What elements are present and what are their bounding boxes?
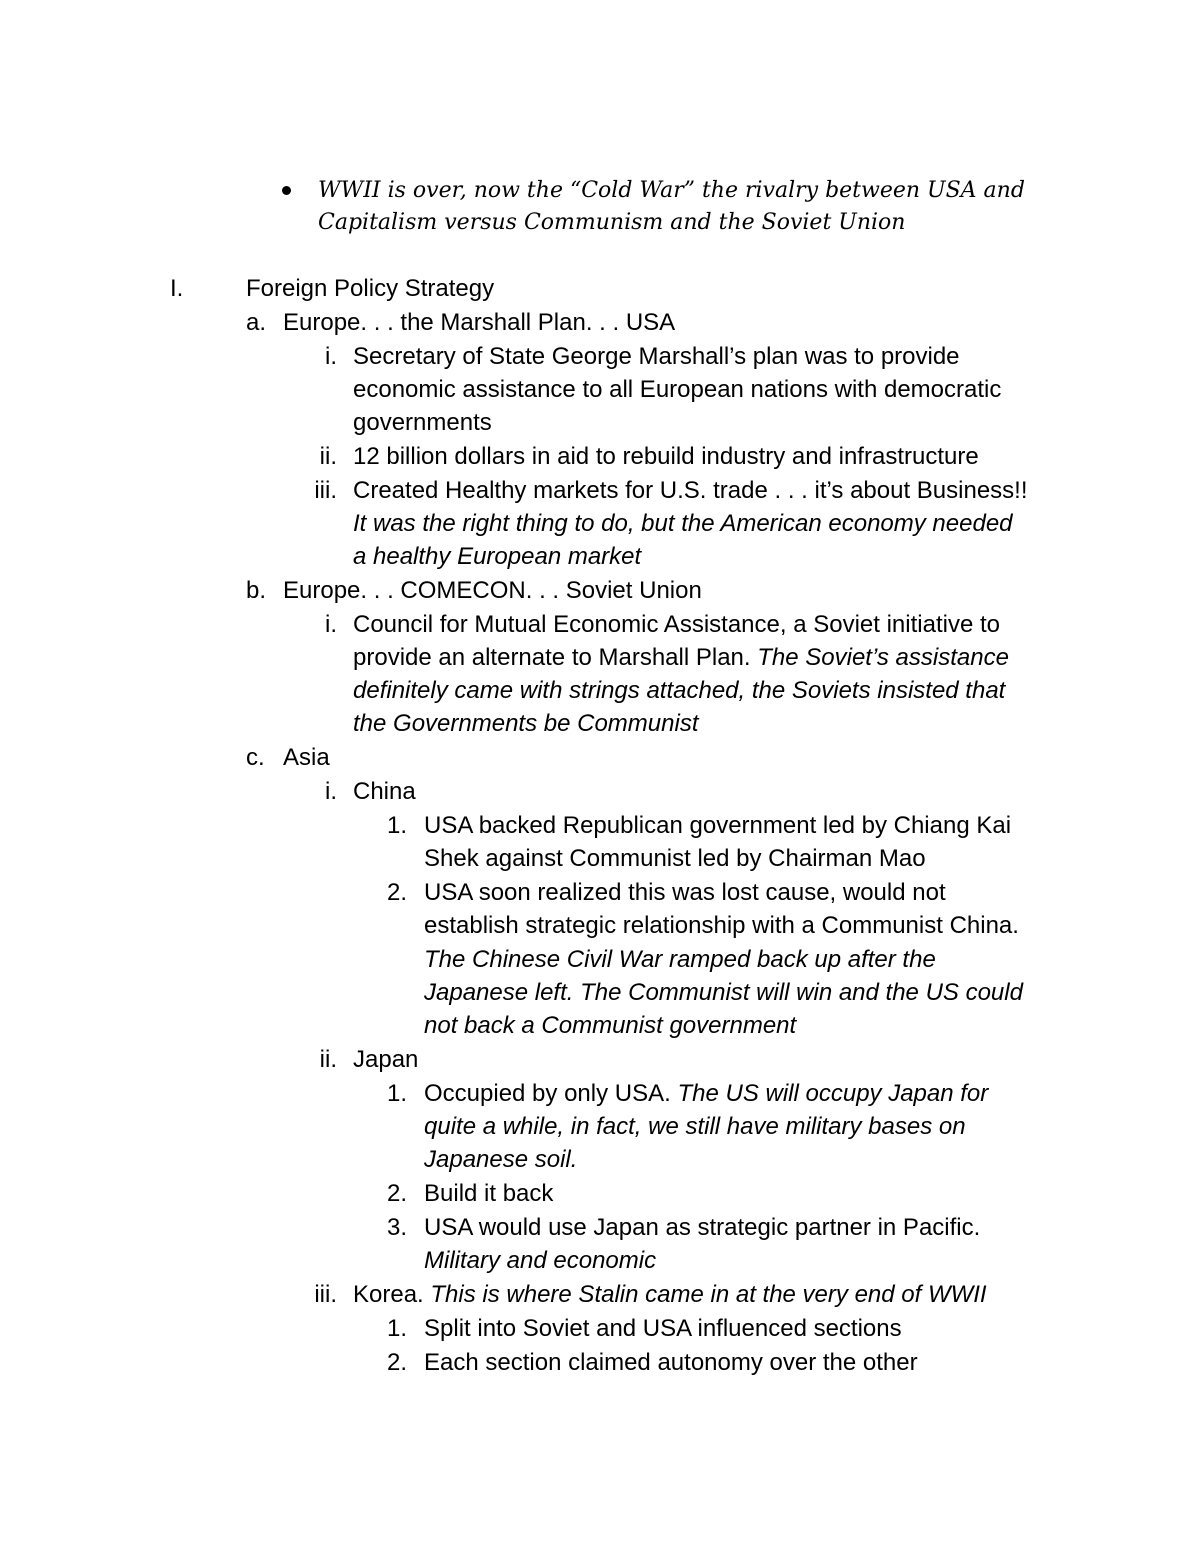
china-item-2-line-2: establish strategic relationship with a Communist China. (424, 912, 1019, 939)
korea-title: Korea. (353, 1281, 424, 1308)
japan-item-3-text: USA would use Japan as strategic partner in Pacific. (424, 1214, 981, 1241)
japan-item-1-italic-2: Japanese soil. (424, 1146, 578, 1173)
japan-item-1-normal: Occupied by only USA. (424, 1080, 671, 1107)
item-b-i-marker: i. (325, 611, 337, 638)
korea-item-2-marker: 2. (387, 1349, 408, 1376)
item-c-marker: c. (246, 744, 265, 771)
item-b-marker: b. (246, 577, 267, 604)
item-a-title: Europe. . . the Marshall Plan. . . USA (283, 309, 676, 336)
item-a-iii-italic-2: a healthy European market (353, 543, 642, 570)
item-a-marker: a. (246, 309, 267, 336)
item-c-title: Asia (283, 744, 330, 771)
japan-title: Japan (353, 1046, 419, 1073)
item-a-iii-text: Created Healthy markets for U.S. trade . . . it’s about Business!! (353, 477, 1028, 504)
item-b-i-line-2 (353, 641, 1009, 675)
korea-item-1-marker: 1. (387, 1315, 408, 1342)
item-a-i-line-2: economic assistance to all European nations with democratic (353, 376, 1002, 403)
china-item-2-line-1: USA soon realized this was lost cause, would not (424, 879, 946, 906)
intro-line-2: Capitalism versus Communism and the Soviet Union (318, 210, 906, 235)
item-b-i-line-1: Council for Mutual Economic Assistance, a Soviet initiative to (353, 611, 1000, 638)
china-item-1-marker: 1. (387, 812, 408, 839)
item-b-i-line-2-normal: provide an alternate to Marshall Plan. (353, 644, 751, 671)
intro-line-1: WWII is over, now the “Cold War” the rivalry between USA and (318, 178, 1025, 203)
china-item-2-italic-2: Japanese left. The Communist will win and the US could (424, 979, 1023, 1006)
item-b-i-line-2-italic: The Soviet’s assistance (757, 644, 1009, 671)
china-title: China (353, 778, 416, 805)
china-item-1-line-2: Shek against Communist led by Chairman Mao (424, 845, 926, 872)
china-marker: i. (325, 778, 337, 805)
item-b-i-italic-2: the Governments be Communist (353, 710, 699, 737)
section-title: Foreign Policy Strategy (246, 275, 495, 302)
item-a-i-marker: i. (325, 343, 337, 370)
japan-marker: ii. (319, 1046, 337, 1073)
item-a-ii-text: 12 billion dollars in aid to rebuild industry and infrastructure (353, 443, 979, 470)
korea-item-2-text: Each section claimed autonomy over the other (424, 1349, 918, 1376)
section-marker: I. (170, 275, 184, 302)
japan-item-2-text: Build it back (424, 1180, 554, 1207)
japan-item-1-italic-1: quite a while, in fact, we still have military bases on (424, 1113, 966, 1140)
item-a-iii-marker: iii. (314, 477, 337, 504)
item-a-iii-italic-1: It was the right thing to do, but the American economy needed (353, 510, 1013, 537)
japan-item-1-marker: 1. (387, 1080, 408, 1107)
item-a-ii-marker: ii. (319, 443, 337, 470)
japan-item-3-marker: 3. (387, 1214, 408, 1241)
korea-item-1-text: Split into Soviet and USA influenced sections (424, 1315, 902, 1342)
item-b-title: Europe. . . COMECON. . . Soviet Union (283, 577, 702, 604)
china-item-1-line-1: USA backed Republican government led by Chiang Kai (424, 812, 1012, 839)
japan-item-1-line-1 (424, 1077, 988, 1111)
japan-item-2-marker: 2. (387, 1180, 408, 1207)
korea-italic: This is where Stalin came in at the very end of WWII (430, 1281, 987, 1308)
korea-marker: iii. (314, 1281, 337, 1308)
item-a-i-line-3: governments (353, 409, 492, 436)
korea-title-line (353, 1278, 987, 1312)
item-a-i-line-1: Secretary of State George Marshall’s plan was to provide (353, 343, 960, 370)
japan-item-1-italic: The US will occupy Japan for (677, 1080, 989, 1107)
item-b-i-italic-1: definitely came with strings attached, the Soviets insisted that (353, 677, 1006, 704)
china-item-2-italic-3: not back a Communist government (424, 1012, 797, 1039)
japan-item-3-italic: Military and economic (424, 1247, 657, 1274)
china-item-2-marker: 2. (387, 879, 408, 906)
bullet-icon (282, 186, 291, 195)
china-item-2-italic-1: The Chinese Civil War ramped back up after the (424, 946, 936, 973)
